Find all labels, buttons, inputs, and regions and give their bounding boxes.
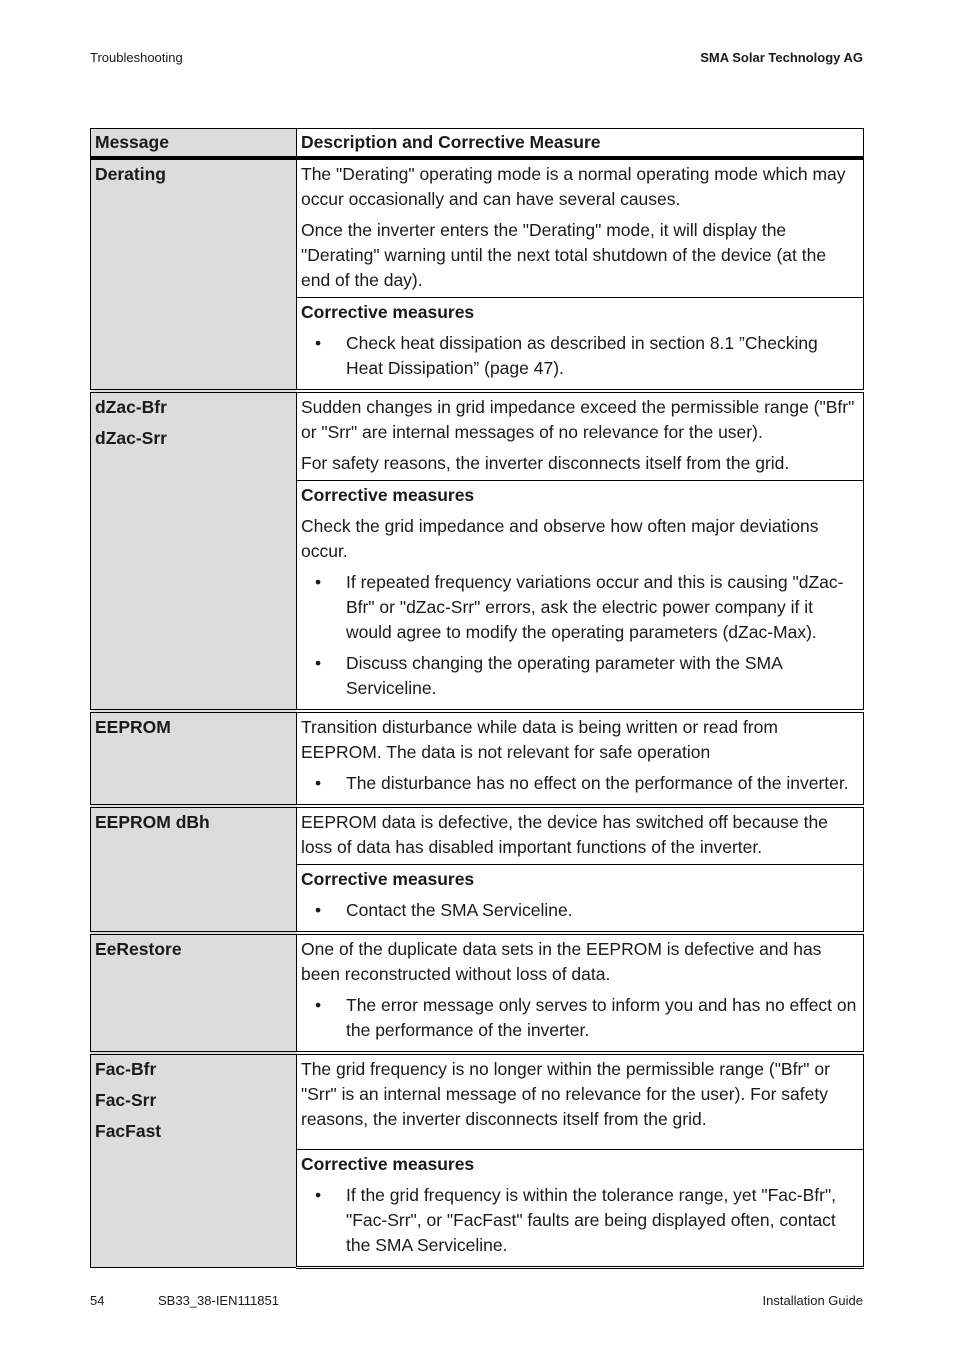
description-cell xyxy=(297,933,864,1053)
description-cell xyxy=(297,806,864,865)
page-number: 54 xyxy=(90,1293,105,1308)
message-code: dZac-Bfr xyxy=(95,397,167,417)
bullet-list xyxy=(301,771,859,796)
message-code: dZac-Srr xyxy=(95,428,167,448)
table-row xyxy=(91,806,864,865)
bullet-list xyxy=(301,331,859,381)
list-item: • If the grid frequency is within the tolerance range, yet "Fac-Bfr", "Fac-Srr", or "FacFast" faults are being displayed often, contact the SMA Serviceline. xyxy=(301,1183,859,1258)
table-row xyxy=(91,933,864,1053)
table-row xyxy=(91,1053,864,1150)
corrective-cell xyxy=(297,481,864,712)
description-text: For safety reasons, the inverter disconnects itself from the grid. xyxy=(301,453,790,473)
table-row xyxy=(91,391,864,481)
document-code: SB33_38-IEN111851 xyxy=(158,1293,279,1308)
list-item: • The error message only serves to inform you and has no effect on the performance of the inverter. xyxy=(301,993,859,1043)
troubleshooting-table xyxy=(90,128,864,1269)
message-code: Fac-Srr xyxy=(95,1090,157,1110)
message-code: Fac-Bfr xyxy=(95,1059,157,1079)
header-company: SMA Solar Technology AG xyxy=(700,50,863,65)
description-text: Transition disturbance while data is being written or read from EEPROM. The data is not relevant for safe operation xyxy=(301,717,778,762)
bullet-list xyxy=(301,570,859,701)
document-type: Installation Guide xyxy=(762,1293,863,1308)
corrective-measures-heading: Corrective measures xyxy=(301,1154,475,1174)
corrective-cell xyxy=(297,298,864,392)
list-item: • If repeated frequency variations occur and this is causing "dZac-Bfr" or "dZac-Srr" errors, ask the electric power company if it would agree to modify the operating parameters (dZac-Max). xyxy=(301,570,859,645)
description-cell xyxy=(297,158,864,298)
message-code-cell xyxy=(91,1053,297,1268)
corrective-cell xyxy=(297,1150,864,1268)
table-row xyxy=(91,711,864,806)
message-code: Derating xyxy=(91,158,297,391)
description-text: One of the duplicate data sets in the EEPROM is defective and has been reconstructed without loss of data. xyxy=(301,939,822,984)
message-code: FacFast xyxy=(95,1121,162,1141)
corrective-measures-heading: Corrective measures xyxy=(301,302,475,322)
column-header-description: Description and Corrective Measure xyxy=(297,129,864,159)
corrective-measures-heading: Corrective measures xyxy=(301,485,475,505)
list-item: • Discuss changing the operating parameter with the SMA Serviceline. xyxy=(301,651,859,701)
table-header-row xyxy=(91,129,864,159)
description-text: Once the inverter enters the "Derating" mode, it will display the "Derating" warning until the next total shutdown of the device (at the end of the day). xyxy=(301,220,827,290)
description-text: EEPROM data is defective, the device has switched off because the loss of data has disabled important functions of the inverter. xyxy=(301,812,828,857)
list-item: • Check heat dissipation as described in section 8.1 ”Checking Heat Dissipation” (page 47). xyxy=(301,331,859,381)
message-code-cell xyxy=(91,391,297,711)
bullet-list xyxy=(301,993,859,1043)
message-code: EEPROM dBh xyxy=(91,806,297,933)
list-item: • Contact the SMA Serviceline. xyxy=(301,898,859,923)
description-cell xyxy=(297,1053,864,1150)
header-section-title: Troubleshooting xyxy=(90,50,183,65)
message-code: EEPROM xyxy=(91,711,297,806)
column-header-message: Message xyxy=(91,129,297,159)
table-row xyxy=(91,158,864,298)
list-item: • The disturbance has no effect on the performance of the inverter. xyxy=(301,771,859,796)
description-cell xyxy=(297,711,864,806)
description-text: The grid frequency is no longer within the permissible range ("Bfr" or "Srr" is an internal message of no relevance for the user). For safety reasons, the inverter disconnects itself from the grid. xyxy=(301,1059,830,1129)
description-text: The "Derating" operating mode is a normal operating mode which may occur occasionally and can have several causes. xyxy=(301,164,846,209)
description-text: Sudden changes in grid impedance exceed the permissible range ("Bfr" or "Srr" are internal messages of no relevance for the user). xyxy=(301,397,855,442)
bullet-list xyxy=(301,898,859,923)
bullet-list xyxy=(301,1183,859,1258)
corrective-measures-heading: Corrective measures xyxy=(301,869,475,889)
corrective-cell xyxy=(297,865,864,934)
message-code: EeRestore xyxy=(91,933,297,1053)
description-cell xyxy=(297,391,864,481)
corrective-text: Check the grid impedance and observe how often major deviations occur. xyxy=(301,516,819,561)
